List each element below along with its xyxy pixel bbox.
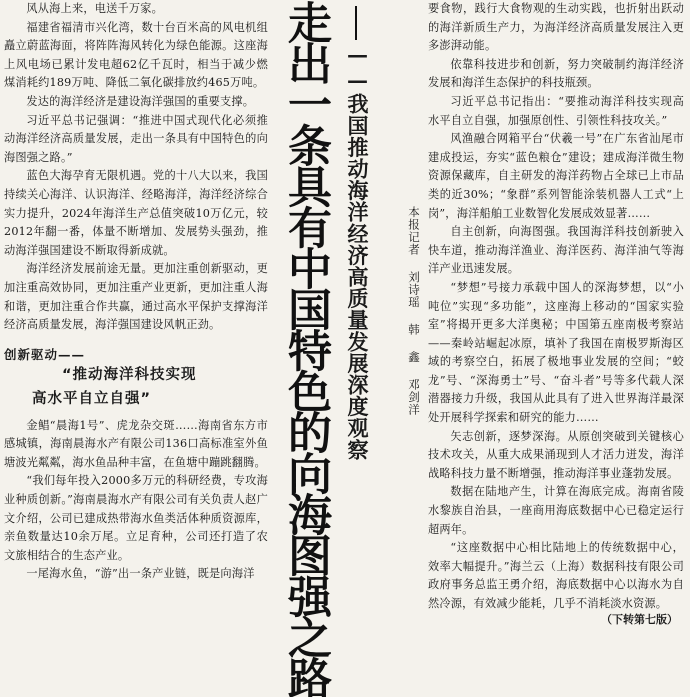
section-header bbox=[4, 345, 268, 411]
article-paragraph: 一尾海水鱼，“游”出一条产业链，既是向海洋 bbox=[26, 567, 255, 581]
article-paragraph: 发达的海洋经济是建设海洋强国的重要支撑。 bbox=[26, 94, 255, 108]
vertical-headline: 走出一条具有中国特色的向海图强之路 bbox=[280, 0, 331, 697]
article-paragraph: 习近平总书记强调：“推进中国式现代化必须推动海洋经济高质量发展，走出一条具有中国特色的向海图强之路。” bbox=[4, 113, 268, 164]
subheadline-dash bbox=[355, 6, 357, 40]
left-paragraphs-bottom bbox=[4, 417, 268, 584]
article-paragraph: 风从海上来，电送千万家。 bbox=[26, 2, 164, 15]
article-paragraph: 习近平总书记指出：“要推动海洋科技实现高水平自立自强，加强原创性、引领性科技攻关。” bbox=[428, 94, 684, 127]
article-paragraph: “我们每年投入2000多万元的科研经费，专攻海业种质创新。”海南晨海水产有限公司有关负责人赵广文介绍，公司已建成热带海水鱼类活体种质资源库，亲鱼数量达10余万尾。立足育种，公司还打造了农文旅相结合的生态产业。 bbox=[4, 474, 268, 562]
reporter-byline: 本报记者 刘诗瑶 韩 鑫 邓剑洋 bbox=[407, 206, 421, 416]
vertical-subheadline: ——我国推动海洋经济高质量发展深度观察 bbox=[345, 42, 370, 461]
continued-on-page-note: （下转第七版） bbox=[597, 611, 678, 627]
article-paragraph: “梦想”号接力承载中国人的深海梦想，以“小吨位”实现“多功能”，这座海上移动的“国家实验室”将揭开更多大洋奥秘；中国第五座南极考察站——秦岭站崛起冰原，填补了我国在南极罗斯海区域的考察空白，拓展了极地事业发展的空间；“蛟龙”号、“深海勇士”号、“奋斗者”号等多代载人深潜器接力升级，我国从此具有了进入世界海洋最深处开展科学探索和研究的能力…… bbox=[428, 280, 684, 425]
article-paragraph: 数据在陆地产生，计算在海底完成。海南省陵水黎族自治县，一座商用海底数据中心已稳定运行超两年。 bbox=[428, 485, 684, 536]
section-title-line-2: 高水平自立自强” bbox=[32, 390, 152, 407]
article-paragraph: 风渔融合网箱平台“伏羲一号”在广东省汕尾市建成投运，夯实“蓝色粮仓”建设；建成海洋微生物资源保藏库，自主研发的海洋药物占全球已上市品类的近30%；“象群”系列智能涂装机器人工式“上岗”，海洋船舶工业数智化发展成效显著…… bbox=[428, 132, 684, 220]
article-paragraph: 福建省福清市兴化湾，数十台百米高的风电机组矗立蔚蓝海面，将阵阵海风转化为绿色能源。这座海上风电场已累计发电超62亿千瓦时，相当于减少燃煤消耗约189万吨、降低二氧化碳排放约465万吨。 bbox=[4, 20, 268, 90]
article-paragraph: 要食物，践行大食物观的生动实践，也折射出跃动的海洋新质生产力，为海洋经济高质量发展注入更多澎湃动能。 bbox=[428, 2, 684, 53]
article-paragraph: “这座数据中心相比陆地上的传统数据中心，效率大幅提升。”海兰云（上海）数据科技有限公司政府事务总监王勇介绍，海底数据中心以海水为自然冷源，有效减少能耗，几乎不消耗淡水资源。 bbox=[428, 541, 684, 610]
article-paragraph: 自主创新，向海图强。我国海洋科技创新驶入快车道，推动海洋渔业、海洋医药、海洋油气等海洋产业迅速发展。 bbox=[428, 225, 684, 276]
article-paragraph: 矢志创新，逐梦深海。从原创突破到关键核心技术攻关，从重大成果涌现到人才活力迸发，海洋战略科技力量不断增强，推动海洋事业蓬勃发展。 bbox=[428, 429, 684, 480]
left-text-column bbox=[4, 0, 268, 633]
left-paragraphs-top bbox=[4, 0, 268, 335]
article-paragraph: 蓝色大海孕育无限机遇。党的十八大以来，我国持续关心海洋、认识海洋、经略海洋，海洋经济综合实力提升，2024年海洋生产总值突破10万亿元，较2012年翻一番，体量不断增加、发展势头强劲，推动海洋强国建设不断取得新成就。 bbox=[4, 169, 268, 257]
section-kicker: 创新驱动—— bbox=[4, 346, 86, 362]
right-text-column bbox=[428, 0, 684, 633]
section-title-line-1: “推动海洋科技实现 bbox=[62, 366, 197, 383]
article-paragraph: 依靠科技进步和创新，努力突破制约海洋经济发展和海洋生态保护的科技瓶颈。 bbox=[428, 57, 684, 90]
article-paragraph: 海洋经济发展前途无量。更加注重创新驱动，更加注重高效协同，更加注重产业更新，更加注重人海和谐，更加注重合作共赢，通过高水平保护支撑海洋经济高质量发展，海洋强国建设风帆正劲。 bbox=[4, 262, 268, 332]
article-paragraph: 金鲳“晨海1号”、虎龙杂交斑……海南省东方市感城镇，海南晨海水产有限公司136口高标准室外鱼塘波光粼粼，海水鱼品种丰富，在鱼塘中蹦跳翻腾。 bbox=[4, 418, 268, 469]
